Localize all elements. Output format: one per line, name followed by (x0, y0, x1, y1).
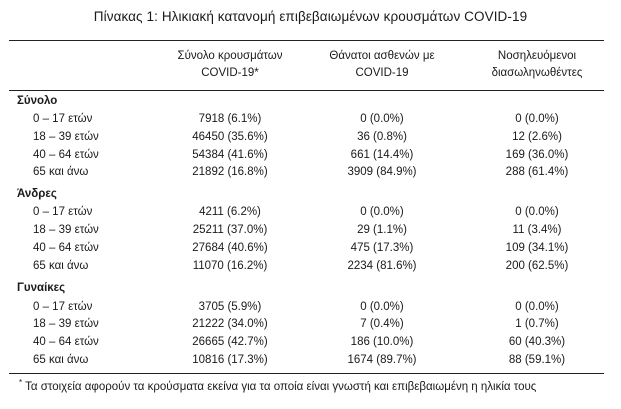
table-row (0, 206, 621, 223)
column-header-cases-line1: Σύνολο κρουσμάτων (177, 50, 283, 62)
deaths-cell: 661 (14.4%) (350, 149, 414, 161)
cases-cell: 7918 (6.1%) (198, 113, 262, 125)
cases-cell: 3705 (5.9%) (198, 301, 262, 313)
deaths-cell: 2234 (81.6%) (347, 260, 417, 272)
bottom-rule (9, 373, 604, 374)
table-row (0, 301, 621, 318)
group-heading-men: Άνδρες (17, 188, 57, 200)
deaths-cell: 186 (10.0%) (350, 336, 414, 348)
cases-cell: 54384 (41.6%) (192, 149, 268, 161)
footnote (19, 378, 536, 393)
row-label: 18 – 39 ετών (33, 224, 99, 236)
column-header-deaths-line2: COVID-19 (355, 67, 409, 79)
cases-cell: 27684 (40.6%) (192, 242, 268, 254)
table-title: Πίνακας 1: Ηλικιακή κατανομή επιβεβαιωμένων κρουσμάτων COVID-19 (93, 9, 528, 24)
column-header-deaths (307, 48, 457, 82)
intubated-cell: 1 (0.7%) (515, 318, 559, 330)
cases-cell: 10816 (17.3%) (192, 354, 268, 366)
table-row (0, 354, 621, 371)
cases-cell: 21222 (34.0%) (192, 318, 268, 330)
table-row (0, 113, 621, 130)
deaths-cell: 3909 (84.9%) (347, 166, 417, 178)
intubated-cell: 200 (62.5%) (505, 260, 569, 272)
deaths-cell: 475 (17.3%) (350, 242, 414, 254)
table-row (0, 336, 621, 353)
footnote-text: Τα στοιχεία αφορούν τα κρούσματα εκείνα για τα οποία είναι γνωστή και επιβεβαιωμένη η ηλικία τους (25, 381, 537, 393)
intubated-cell: 0 (0.0%) (515, 301, 559, 313)
cases-cell: 21892 (16.8%) (192, 166, 268, 178)
deaths-cell: 0 (0.0%) (360, 301, 404, 313)
row-label: 65 και άνω (33, 354, 89, 366)
column-header-deaths-line1: Θάνατοι ασθενών με (329, 50, 435, 62)
row-label: 0 – 17 ετών (33, 206, 93, 218)
group-heading-women: Γυναίκες (17, 282, 66, 294)
footnote-mark: * (19, 378, 23, 387)
row-label: 40 – 64 ετών (33, 336, 99, 348)
column-header-intubated (462, 48, 612, 82)
deaths-cell: 0 (0.0%) (360, 206, 404, 218)
table-row (0, 318, 621, 335)
intubated-cell: 169 (36.0%) (505, 149, 569, 161)
intubated-cell: 11 (3.4%) (512, 224, 562, 236)
row-label: 18 – 39 ετών (33, 318, 99, 330)
row-label: 65 και άνω (33, 166, 89, 178)
row-label: 0 – 17 ετών (33, 113, 93, 125)
table-row (0, 166, 621, 183)
top-rule (9, 40, 604, 41)
table-row (0, 224, 621, 241)
deaths-cell: 1674 (89.7%) (347, 354, 417, 366)
intubated-cell: 0 (0.0%) (515, 206, 559, 218)
column-header-cases (155, 48, 305, 82)
cases-cell: 4211 (6.2%) (199, 206, 261, 218)
column-header-cases-line2: COVID-19* (201, 67, 259, 79)
row-label: 0 – 17 ετών (33, 301, 93, 313)
intubated-cell: 88 (59.1%) (508, 354, 566, 366)
table-row (0, 260, 621, 277)
cases-cell: 25211 (37.0%) (192, 224, 268, 236)
group-heading-total: Σύνολο (17, 95, 58, 107)
cases-cell: 11070 (16.2%) (192, 260, 268, 272)
deaths-cell: 36 (0.8%) (357, 131, 407, 143)
column-header-intubated-line1: Νοσηλευόμενοι (497, 50, 577, 62)
intubated-cell: 0 (0.0%) (515, 113, 559, 125)
intubated-cell: 288 (61.4%) (505, 166, 569, 178)
cases-cell: 26665 (42.7%) (192, 336, 268, 348)
table-row (0, 131, 621, 148)
table-row (0, 242, 621, 259)
intubated-cell: 109 (34.1%) (505, 242, 569, 254)
table-row (0, 149, 621, 166)
intubated-cell: 60 (40.3%) (508, 336, 566, 348)
cases-cell: 46450 (35.6%) (192, 131, 268, 143)
intubated-cell: 12 (2.6%) (512, 131, 562, 143)
row-label: 40 – 64 ετών (33, 242, 99, 254)
column-header-intubated-line2: διασωληνωθέντες (491, 67, 583, 79)
deaths-cell: 29 (1.1%) (357, 224, 407, 236)
row-label: 18 – 39 ετών (33, 131, 99, 143)
row-label: 40 – 64 ετών (33, 149, 99, 161)
deaths-cell: 7 (0.4%) (360, 318, 404, 330)
header-rule (9, 90, 604, 91)
row-label: 65 και άνω (33, 260, 89, 272)
deaths-cell: 0 (0.0%) (360, 113, 404, 125)
